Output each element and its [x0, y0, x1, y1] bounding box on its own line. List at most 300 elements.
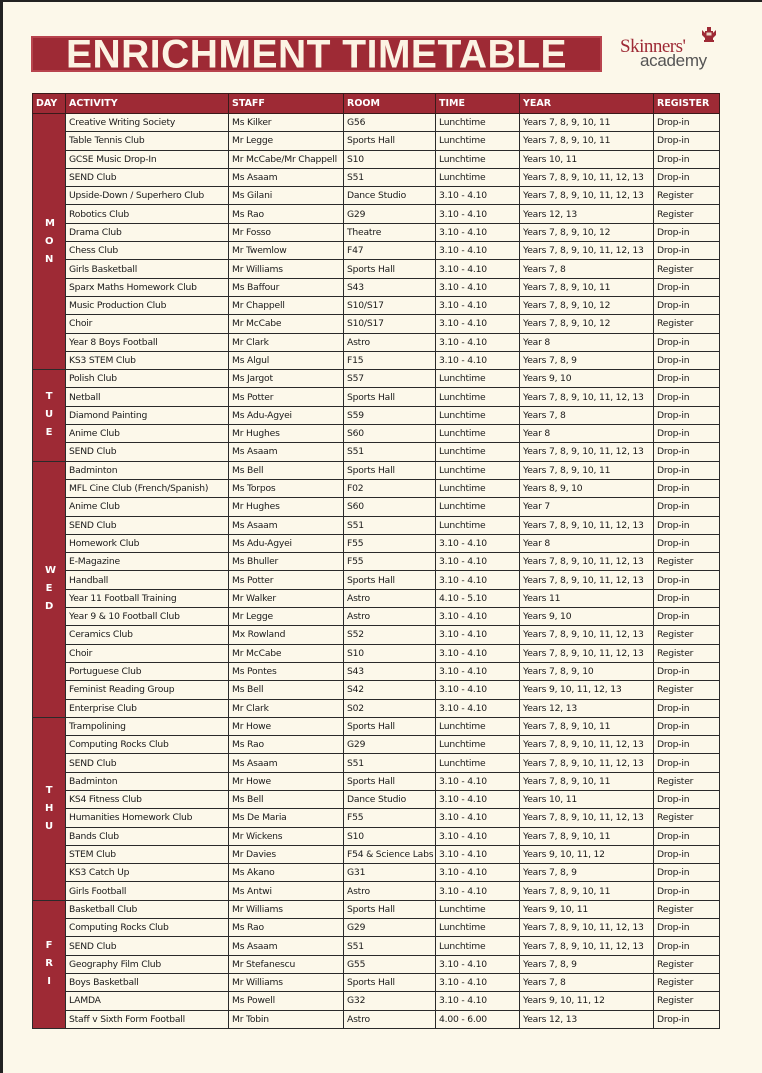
time-cell: 3.10 - 4.10 [436, 882, 520, 900]
register-cell: Drop-in [654, 736, 720, 754]
room-cell: S10 [344, 827, 436, 845]
register-cell: Drop-in [654, 425, 720, 443]
year-cell: Years 12, 13 [520, 205, 654, 223]
register-cell: Register [654, 809, 720, 827]
table-row [33, 333, 720, 351]
activity-cell: Staff v Sixth Form Football [66, 1010, 229, 1028]
day-cell-wed [33, 461, 66, 717]
activity-cell: Music Production Club [66, 296, 229, 314]
year-cell: Years 9, 10 [520, 370, 654, 388]
year-cell: Years 7, 8, 9, 10, 11, 12, 13 [520, 937, 654, 955]
activity-cell: SEND Club [66, 443, 229, 461]
time-cell: 3.10 - 4.10 [436, 296, 520, 314]
table-row [33, 571, 720, 589]
room-cell: S43 [344, 662, 436, 680]
room-cell: G31 [344, 864, 436, 882]
room-cell: S02 [344, 699, 436, 717]
staff-cell: Mr McCabe [229, 315, 344, 333]
staff-cell: Mr McCabe [229, 644, 344, 662]
time-cell: Lunchtime [436, 114, 520, 132]
year-cell: Years 7, 8, 9, 10, 11, 12, 13 [520, 553, 654, 571]
table-row [33, 626, 720, 644]
year-cell: Years 7, 8, 9, 10, 11 [520, 827, 654, 845]
year-cell: Years 7, 8, 9, 10, 11, 12, 13 [520, 443, 654, 461]
header-staff: STAFF [229, 94, 344, 114]
year-cell: Years 7, 8, 9, 10, 11, 12, 13 [520, 919, 654, 937]
logo-wordmark-skinners: Skinners' [620, 36, 686, 57]
year-cell: Years 7, 8, 9, 10, 11, 12, 13 [520, 242, 654, 260]
room-cell: G32 [344, 992, 436, 1010]
time-cell: Lunchtime [436, 150, 520, 168]
table-row [33, 132, 720, 150]
register-cell: Drop-in [654, 827, 720, 845]
staff-cell: Mr Legge [229, 608, 344, 626]
room-cell: S43 [344, 278, 436, 296]
time-cell: 3.10 - 4.10 [436, 608, 520, 626]
table-row [33, 150, 720, 168]
room-cell: F47 [344, 242, 436, 260]
table-row [33, 498, 720, 516]
staff-cell: Ms Rao [229, 205, 344, 223]
activity-cell: Badminton [66, 772, 229, 790]
staff-cell: Ms De Maria [229, 809, 344, 827]
register-cell: Drop-in [654, 534, 720, 552]
room-cell: Theatre [344, 223, 436, 241]
activity-cell: Netball [66, 388, 229, 406]
time-cell: Lunchtime [436, 919, 520, 937]
staff-cell: Mr Howe [229, 717, 344, 735]
staff-cell: Ms Baffour [229, 278, 344, 296]
staff-cell: Mr Legge [229, 132, 344, 150]
table-row [33, 717, 720, 735]
activity-cell: Polish Club [66, 370, 229, 388]
staff-cell: Ms Asaam [229, 443, 344, 461]
activity-cell: Girls Basketball [66, 260, 229, 278]
activity-cell: Diamond Painting [66, 406, 229, 424]
staff-cell: Mr Hughes [229, 498, 344, 516]
room-cell: G29 [344, 205, 436, 223]
room-cell: Sports Hall [344, 900, 436, 918]
register-cell: Register [654, 626, 720, 644]
table-row [33, 351, 720, 369]
year-cell: Years 9, 10 [520, 608, 654, 626]
activity-cell: Badminton [66, 461, 229, 479]
activity-cell: KS4 Fitness Club [66, 790, 229, 808]
time-cell: Lunchtime [436, 498, 520, 516]
activity-cell: SEND Club [66, 937, 229, 955]
time-cell: Lunchtime [436, 425, 520, 443]
time-cell: 3.10 - 4.10 [436, 333, 520, 351]
staff-cell: Ms Algul [229, 351, 344, 369]
activity-cell: Computing Rocks Club [66, 736, 229, 754]
room-cell: S51 [344, 937, 436, 955]
room-cell: Astro [344, 608, 436, 626]
staff-cell: Mr McCabe/Mr Chappell [229, 150, 344, 168]
year-cell: Years 7, 8, 9, 10, 12 [520, 315, 654, 333]
header-room: ROOM [344, 94, 436, 114]
room-cell: F02 [344, 479, 436, 497]
room-cell: S57 [344, 370, 436, 388]
staff-cell: Ms Jargot [229, 370, 344, 388]
register-cell: Drop-in [654, 114, 720, 132]
time-cell: 4.00 - 6.00 [436, 1010, 520, 1028]
year-cell: Years 7, 8, 9, 10, 11 [520, 882, 654, 900]
logo-wordmark-academy: academy [640, 51, 707, 70]
room-cell: Astro [344, 1010, 436, 1028]
room-cell: S60 [344, 425, 436, 443]
room-cell: F15 [344, 351, 436, 369]
table-row [33, 187, 720, 205]
table-row [33, 461, 720, 479]
activity-cell: Choir [66, 315, 229, 333]
header-register: REGISTER [654, 94, 720, 114]
register-cell: Register [654, 187, 720, 205]
staff-cell: Ms Rao [229, 736, 344, 754]
staff-cell: Ms Akano [229, 864, 344, 882]
time-cell: Lunchtime [436, 479, 520, 497]
time-cell: Lunchtime [436, 168, 520, 186]
activity-cell: Choir [66, 644, 229, 662]
activity-cell: Enterprise Club [66, 699, 229, 717]
room-cell: S51 [344, 516, 436, 534]
activity-cell: Ceramics Club [66, 626, 229, 644]
timetable-body [33, 114, 720, 1029]
table-row [33, 479, 720, 497]
staff-cell: Mr Walker [229, 589, 344, 607]
register-cell: Register [654, 772, 720, 790]
table-row [33, 973, 720, 991]
timetable [32, 93, 720, 1029]
staff-cell: Ms Torpos [229, 479, 344, 497]
year-cell: Years 7, 8, 9, 10, 11, 12, 13 [520, 626, 654, 644]
year-cell: Years 7, 8 [520, 260, 654, 278]
year-cell: Years 7, 8, 9, 10, 11, 12, 13 [520, 516, 654, 534]
time-cell: 3.10 - 4.10 [436, 242, 520, 260]
table-row [33, 937, 720, 955]
activity-cell: KS3 STEM Club [66, 351, 229, 369]
table-row [33, 168, 720, 186]
staff-cell: Ms Powell [229, 992, 344, 1010]
staff-cell: Mr Fosso [229, 223, 344, 241]
register-cell: Drop-in [654, 406, 720, 424]
table-row [33, 534, 720, 552]
staff-cell: Ms Potter [229, 571, 344, 589]
time-cell: 3.10 - 4.10 [436, 790, 520, 808]
day-label: WED [45, 565, 56, 613]
time-cell: 3.10 - 4.10 [436, 699, 520, 717]
table-row [33, 370, 720, 388]
year-cell: Years 7, 8, 9, 10, 11, 12, 13 [520, 187, 654, 205]
activity-cell: Homework Club [66, 534, 229, 552]
activity-cell: Chess Club [66, 242, 229, 260]
activity-cell: SEND Club [66, 168, 229, 186]
register-cell: Register [654, 973, 720, 991]
year-cell: Years 7, 8, 9, 10 [520, 662, 654, 680]
table-row [33, 662, 720, 680]
year-cell: Years 10, 11 [520, 150, 654, 168]
room-cell: Dance Studio [344, 790, 436, 808]
staff-cell: Mr Hughes [229, 425, 344, 443]
year-cell: Years 10, 11 [520, 790, 654, 808]
year-cell: Years 7, 8, 9, 10, 12 [520, 223, 654, 241]
time-cell: 3.10 - 4.10 [436, 644, 520, 662]
room-cell: Dance Studio [344, 187, 436, 205]
year-cell: Years 11 [520, 589, 654, 607]
register-cell: Drop-in [654, 662, 720, 680]
staff-cell: Ms Asaam [229, 937, 344, 955]
activity-cell: Anime Club [66, 425, 229, 443]
time-cell: 3.10 - 4.10 [436, 681, 520, 699]
staff-cell: Mr Howe [229, 772, 344, 790]
room-cell: F54 & Science Labs [344, 845, 436, 863]
table-row [33, 699, 720, 717]
room-cell: S60 [344, 498, 436, 516]
register-cell: Register [654, 992, 720, 1010]
header-year: YEAR [520, 94, 654, 114]
register-cell: Drop-in [654, 717, 720, 735]
page-title: ENRICHMENT TIMETABLE [65, 32, 568, 76]
table-row [33, 864, 720, 882]
header-activity: ACTIVITY [66, 94, 229, 114]
register-cell: Drop-in [654, 571, 720, 589]
room-cell: F55 [344, 534, 436, 552]
room-cell: G56 [344, 114, 436, 132]
register-cell: Drop-in [654, 1010, 720, 1028]
room-cell: Sports Hall [344, 717, 436, 735]
time-cell: 3.10 - 4.10 [436, 809, 520, 827]
year-cell: Years 7, 8, 9, 10, 11, 12, 13 [520, 388, 654, 406]
activity-cell: SEND Club [66, 516, 229, 534]
activity-cell: Drama Club [66, 223, 229, 241]
time-cell: Lunchtime [436, 900, 520, 918]
register-cell: Drop-in [654, 461, 720, 479]
room-cell: Sports Hall [344, 461, 436, 479]
time-cell: Lunchtime [436, 516, 520, 534]
register-cell: Drop-in [654, 790, 720, 808]
room-cell: F55 [344, 809, 436, 827]
register-cell: Drop-in [654, 351, 720, 369]
day-label: FRI [45, 940, 53, 988]
activity-cell: Upside-Down / Superhero Club [66, 187, 229, 205]
time-cell: 3.10 - 4.10 [436, 351, 520, 369]
register-cell: Drop-in [654, 516, 720, 534]
table-row [33, 260, 720, 278]
room-cell: Sports Hall [344, 260, 436, 278]
time-cell: 3.10 - 4.10 [436, 626, 520, 644]
staff-cell: Ms Bell [229, 681, 344, 699]
year-cell: Year 7 [520, 498, 654, 516]
year-cell: Years 9, 10, 11 [520, 900, 654, 918]
room-cell: G29 [344, 736, 436, 754]
staff-cell: Ms Bell [229, 461, 344, 479]
year-cell: Year 8 [520, 425, 654, 443]
register-cell: Drop-in [654, 882, 720, 900]
table-row [33, 114, 720, 132]
table-row [33, 589, 720, 607]
day-cell-thu [33, 717, 66, 900]
activity-cell: Year 9 & 10 Football Club [66, 608, 229, 626]
table-row [33, 296, 720, 314]
header-time: TIME [436, 94, 520, 114]
register-cell: Drop-in [654, 223, 720, 241]
activity-cell: KS3 Catch Up [66, 864, 229, 882]
staff-cell: Mr Clark [229, 699, 344, 717]
activity-cell: MFL Cine Club (French/Spanish) [66, 479, 229, 497]
activity-cell: Computing Rocks Club [66, 919, 229, 937]
table-row [33, 681, 720, 699]
staff-cell: Ms Antwi [229, 882, 344, 900]
register-cell: Register [654, 315, 720, 333]
register-cell: Drop-in [654, 443, 720, 461]
table-row [33, 406, 720, 424]
activity-cell: SEND Club [66, 754, 229, 772]
register-cell: Drop-in [654, 150, 720, 168]
register-cell: Register [654, 955, 720, 973]
header-row [33, 94, 720, 114]
staff-cell: Ms Asaam [229, 754, 344, 772]
register-cell: Drop-in [654, 278, 720, 296]
table-row [33, 736, 720, 754]
register-cell: Register [654, 644, 720, 662]
register-cell: Register [654, 900, 720, 918]
staff-cell: Mx Rowland [229, 626, 344, 644]
year-cell: Years 7, 8, 9, 10, 11 [520, 114, 654, 132]
room-cell: S10 [344, 644, 436, 662]
register-cell: Drop-in [654, 608, 720, 626]
register-cell: Drop-in [654, 242, 720, 260]
time-cell: Lunchtime [436, 132, 520, 150]
room-cell: Sports Hall [344, 571, 436, 589]
title-banner [31, 32, 602, 76]
time-cell: Lunchtime [436, 736, 520, 754]
register-cell: Drop-in [654, 864, 720, 882]
year-cell: Years 7, 8, 9 [520, 351, 654, 369]
day-label: MON [45, 217, 55, 265]
table-row [33, 553, 720, 571]
day-cell-mon [33, 114, 66, 370]
register-cell: Drop-in [654, 370, 720, 388]
activity-cell: Geography Film Club [66, 955, 229, 973]
time-cell: Lunchtime [436, 754, 520, 772]
year-cell: Years 9, 10, 11, 12 [520, 992, 654, 1010]
time-cell: 3.10 - 4.10 [436, 571, 520, 589]
year-cell: Years 7, 8 [520, 406, 654, 424]
year-cell: Years 7, 8, 9, 10, 11 [520, 717, 654, 735]
register-cell: Drop-in [654, 919, 720, 937]
time-cell: 3.10 - 4.10 [436, 973, 520, 991]
activity-cell: Creative Writing Society [66, 114, 229, 132]
school-logo [620, 24, 735, 74]
room-cell: Astro [344, 882, 436, 900]
room-cell: S42 [344, 681, 436, 699]
table-row [33, 388, 720, 406]
table-row [33, 809, 720, 827]
staff-cell: Ms Pontes [229, 662, 344, 680]
room-cell: S51 [344, 754, 436, 772]
time-cell: 3.10 - 4.10 [436, 205, 520, 223]
activity-cell: Year 11 Football Training [66, 589, 229, 607]
time-cell: 3.10 - 4.10 [436, 772, 520, 790]
year-cell: Years 7, 8, 9, 10, 12 [520, 296, 654, 314]
time-cell: 3.10 - 4.10 [436, 827, 520, 845]
year-cell: Years 7, 8, 9, 10, 11, 12, 13 [520, 571, 654, 589]
table-row [33, 882, 720, 900]
activity-cell: Girls Football [66, 882, 229, 900]
room-cell: S51 [344, 443, 436, 461]
table-row [33, 425, 720, 443]
register-cell: Drop-in [654, 754, 720, 772]
staff-cell: Mr Wickens [229, 827, 344, 845]
table-row [33, 754, 720, 772]
activity-cell: Bands Club [66, 827, 229, 845]
year-cell: Years 9, 10, 11, 12 [520, 845, 654, 863]
activity-cell: Robotics Club [66, 205, 229, 223]
table-row [33, 608, 720, 626]
time-cell: 3.10 - 4.10 [436, 534, 520, 552]
room-cell: S52 [344, 626, 436, 644]
table-row [33, 845, 720, 863]
room-cell: Sports Hall [344, 132, 436, 150]
time-cell: 3.10 - 4.10 [436, 553, 520, 571]
table-row [33, 790, 720, 808]
time-cell: 3.10 - 4.10 [436, 260, 520, 278]
room-cell: G55 [344, 955, 436, 973]
table-row [33, 900, 720, 918]
register-cell: Register [654, 553, 720, 571]
staff-cell: Ms Kilker [229, 114, 344, 132]
register-cell: Drop-in [654, 388, 720, 406]
register-cell: Drop-in [654, 168, 720, 186]
year-cell: Years 9, 10, 11, 12, 13 [520, 681, 654, 699]
day-cell-fri [33, 900, 66, 1028]
table-row [33, 772, 720, 790]
staff-cell: Ms Gilani [229, 187, 344, 205]
staff-cell: Ms Adu-Agyei [229, 406, 344, 424]
register-cell: Drop-in [654, 699, 720, 717]
time-cell: 3.10 - 4.10 [436, 864, 520, 882]
time-cell: 3.10 - 4.10 [436, 187, 520, 205]
activity-cell: Trampolining [66, 717, 229, 735]
room-cell: S51 [344, 168, 436, 186]
time-cell: Lunchtime [436, 370, 520, 388]
staff-cell: Ms Potter [229, 388, 344, 406]
year-cell: Years 7, 8, 9, 10, 11, 12, 13 [520, 168, 654, 186]
activity-cell: STEM Club [66, 845, 229, 863]
table-row [33, 278, 720, 296]
room-cell: S10 [344, 150, 436, 168]
time-cell: 3.10 - 4.10 [436, 845, 520, 863]
activity-cell: E-Magazine [66, 553, 229, 571]
room-cell: S10/S17 [344, 315, 436, 333]
staff-cell: Ms Asaam [229, 168, 344, 186]
register-cell: Drop-in [654, 333, 720, 351]
time-cell: Lunchtime [436, 937, 520, 955]
year-cell: Years 7, 8, 9 [520, 955, 654, 973]
register-cell: Register [654, 681, 720, 699]
school-crest-icon [700, 26, 718, 44]
register-cell: Drop-in [654, 479, 720, 497]
room-cell: Astro [344, 333, 436, 351]
time-cell: 3.10 - 4.10 [436, 662, 520, 680]
staff-cell: Mr Stefanescu [229, 955, 344, 973]
room-cell: Sports Hall [344, 973, 436, 991]
register-cell: Register [654, 205, 720, 223]
staff-cell: Mr Tobin [229, 1010, 344, 1028]
room-cell: Astro [344, 589, 436, 607]
room-cell: F55 [344, 553, 436, 571]
time-cell: Lunchtime [436, 388, 520, 406]
table-row [33, 955, 720, 973]
